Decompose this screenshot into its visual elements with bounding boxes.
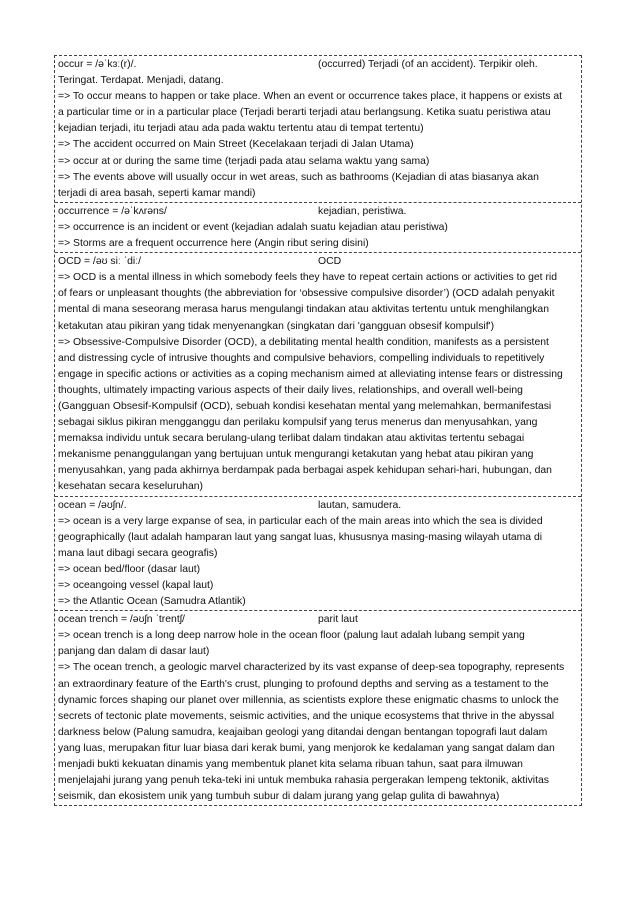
entry-heading: [58, 498, 579, 514]
entry-text-line: and distressing cycle of intrusive thoughts and compulsive behaviors, compelling individuals to repetitively: [58, 352, 545, 364]
dictionary-entry: [55, 203, 581, 253]
entry-text-line: ketakutan atau pikiran yang tidak menyenangkan (singkatan dari 'gangguan obsesif kompulsif'): [58, 320, 495, 332]
dictionary-document: [54, 55, 582, 806]
entry-meaning: parit laut: [318, 614, 358, 626]
entry-word: OCD = /əʊ siː ˈdiː/: [58, 256, 141, 268]
entry-text-line: => The ocean trench, a geologic marvel characterized by its vast expanse of deep-sea topography, represents: [58, 662, 565, 674]
entry-text-line: kesehatan secara keseluruhan): [58, 481, 203, 493]
entry-text-line: Teringat. Terdapat. Menjadi, datang.: [58, 75, 224, 87]
entry-text-line: mental di mana seseorang merasa harus mengulangi tindakan atau aktivitas tertentu untuk menghilangkan: [58, 304, 549, 316]
entry-text-line: => Storms are a frequent occurrence here (Angin ribut sering disini): [58, 238, 369, 250]
entry-heading: [58, 612, 579, 628]
entry-text-line: thoughts, ultimately impacting various aspects of their daily lives, relationships, and overall well-being: [58, 384, 523, 396]
entry-text-line: menjelajahi jurang yang penuh teka-teki ini untuk membuka rahasia pergerakan lempeng tektonik, aktivitas: [58, 775, 549, 787]
dictionary-entry: [55, 56, 581, 203]
entry-word: ocean = /əʊʃn/.: [58, 499, 127, 511]
entry-text-line: secrets of tectonic plate movements, seismic activities, and the unique ecosystems that thrive in the abyssal: [58, 710, 555, 722]
entry-word: occur = /əˈkɜː(r)/.: [58, 59, 137, 70]
dictionary-entry: [55, 253, 581, 496]
entry-text-line: darkness below (Palung samudra, keajaiban geologi yang ditandai dengan bentangan topografi laut dalam: [58, 726, 548, 738]
entry-text-line: dynamic forces shaping our planet over millennia, as scientists explore these enigmatic chasms to unlock the: [58, 694, 559, 706]
entry-text-line: => To occur means to happen or take place. When an event or occurrence takes place, it happens or exists at: [58, 91, 563, 103]
entry-text-line: => OCD is a mental illness in which somebody feels they have to repeat certain actions or activities to get rid: [58, 272, 557, 284]
dictionary-entry: [55, 611, 581, 805]
entry-text-line: yang luas, merupakan fitur luar biasa dari kerak bumi, yang menjorok ke kedalaman yang sangat dalam dan: [58, 742, 555, 754]
entry-text-line: => ocean trench is a long deep narrow hole in the ocean floor (palung laut adalah lubang sempit yang: [58, 630, 525, 642]
entry-text-line: (Gangguan Obsesif-Kompulsif (OCD), sebuah kondisi kesehatan mental yang melemahkan, bermanifestasi: [58, 400, 552, 412]
entry-text-line: => occur at or during the same time (terjadi pada atau selama waktu yang sama): [58, 155, 430, 167]
entry-meaning: kejadian, peristiwa.: [318, 205, 407, 217]
entry-meaning: (occurred) Terjadi (of an accident). Terpikir oleh.: [318, 59, 538, 70]
entry-text-line: geographically (laut adalah hamparan laut yang sangat luas, khususnya masing-masing wilayah utama di: [58, 531, 543, 543]
entry-text-line: => occurrence is an incident or event (kejadian adalah suatu kejadian atau peristiwa): [58, 221, 448, 233]
entry-text-line: => ocean is a very large expanse of sea, in particular each of the main areas into which the sea is divided: [58, 515, 543, 527]
entry-meaning: lautan, samudera.: [318, 499, 402, 511]
entry-text-line: => oceangoing vessel (kapal laut): [58, 580, 214, 591]
entry-word: occurrence = /əˈkʌrəns/: [58, 205, 167, 217]
entry-word: ocean trench = /əʊʃn ˈtrentʃ/: [58, 614, 185, 626]
dictionary-entry: [55, 497, 581, 612]
entry-text-line: => the Atlantic Ocean (Samudra Atlantik): [58, 596, 246, 608]
entry-text-line: panjang dan dalam di dasar laut): [58, 646, 210, 658]
entry-text-line: => Obsessive-Compulsive Disorder (OCD), a debilitating mental health condition, manifests as a persistent: [58, 336, 549, 348]
entry-text-line: => ocean bed/floor (dasar laut): [58, 563, 201, 575]
entry-text-line: engage in specific actions or activities as a coping mechanism aimed at alleviating intense fears or distressing: [58, 368, 563, 380]
entry-text-line: a particular time or in a particular place (Terjadi berarti terjadi atau berlangsung. Ketika suatu peristiwa atau: [58, 107, 551, 119]
entry-text-line: mekanisme penanggulangan yang bertujuan untuk mengurangi ketakutan yang hebat atau pikiran yang: [58, 449, 534, 461]
entry-text-line: => The accident occurred on Main Street (Kecelakaan terjadi di Jalan Utama): [58, 139, 414, 151]
entry-heading: [58, 254, 579, 270]
entry-text-line: menyusahkan, yang pada akhirnya berdampak pada berbagai aspek kehidupan sehari-hari, hubungan, dan: [58, 465, 552, 477]
entry-text-line: kejadian terjadi, itu terjadi atau ada pada waktu tertentu atau di tempat tertentu): [58, 123, 424, 135]
entry-heading: [58, 57, 579, 73]
entry-text-line: => The events above will usually occur in wet areas, such as bathrooms (Kejadian di atas biasanya akan: [58, 171, 539, 183]
entry-text-line: of fears or unpleasant thoughts (the abbreviation for ‘obsessive compulsive disorder’) (OCD adalah penyakit: [58, 288, 555, 300]
entry-text-line: an extraordinary feature of the Earth's crust, plunging to profound depths and serving as a testament to the: [58, 678, 549, 690]
entry-text-line: sebagai siklus pikiran mengganggu dan perilaku kompulsif yang terus menerus dan menyusahkan, yang: [58, 417, 538, 429]
entry-text-line: menjadi bukti kekuatan dinamis yang membentuk planet kita selama ribuan tahun, saat para ilmuwan: [58, 759, 523, 771]
entry-text-line: memaksa individu untuk secara berulang-ulang terlibat dalam tindakan atau aktivitas tertentu sebagai: [58, 433, 525, 445]
entry-heading: [58, 204, 579, 220]
entry-text-line: seismik, dan ekosistem unik yang tumbuh subur di dalam jurang yang gelap gulita di bawahnya): [58, 791, 500, 803]
entry-meaning: OCD: [318, 256, 342, 268]
entry-text-line: terjadi di area basah, seperti kamar mandi): [58, 187, 256, 199]
entry-text-line: mana laut dibagi secara geografis): [58, 547, 218, 559]
